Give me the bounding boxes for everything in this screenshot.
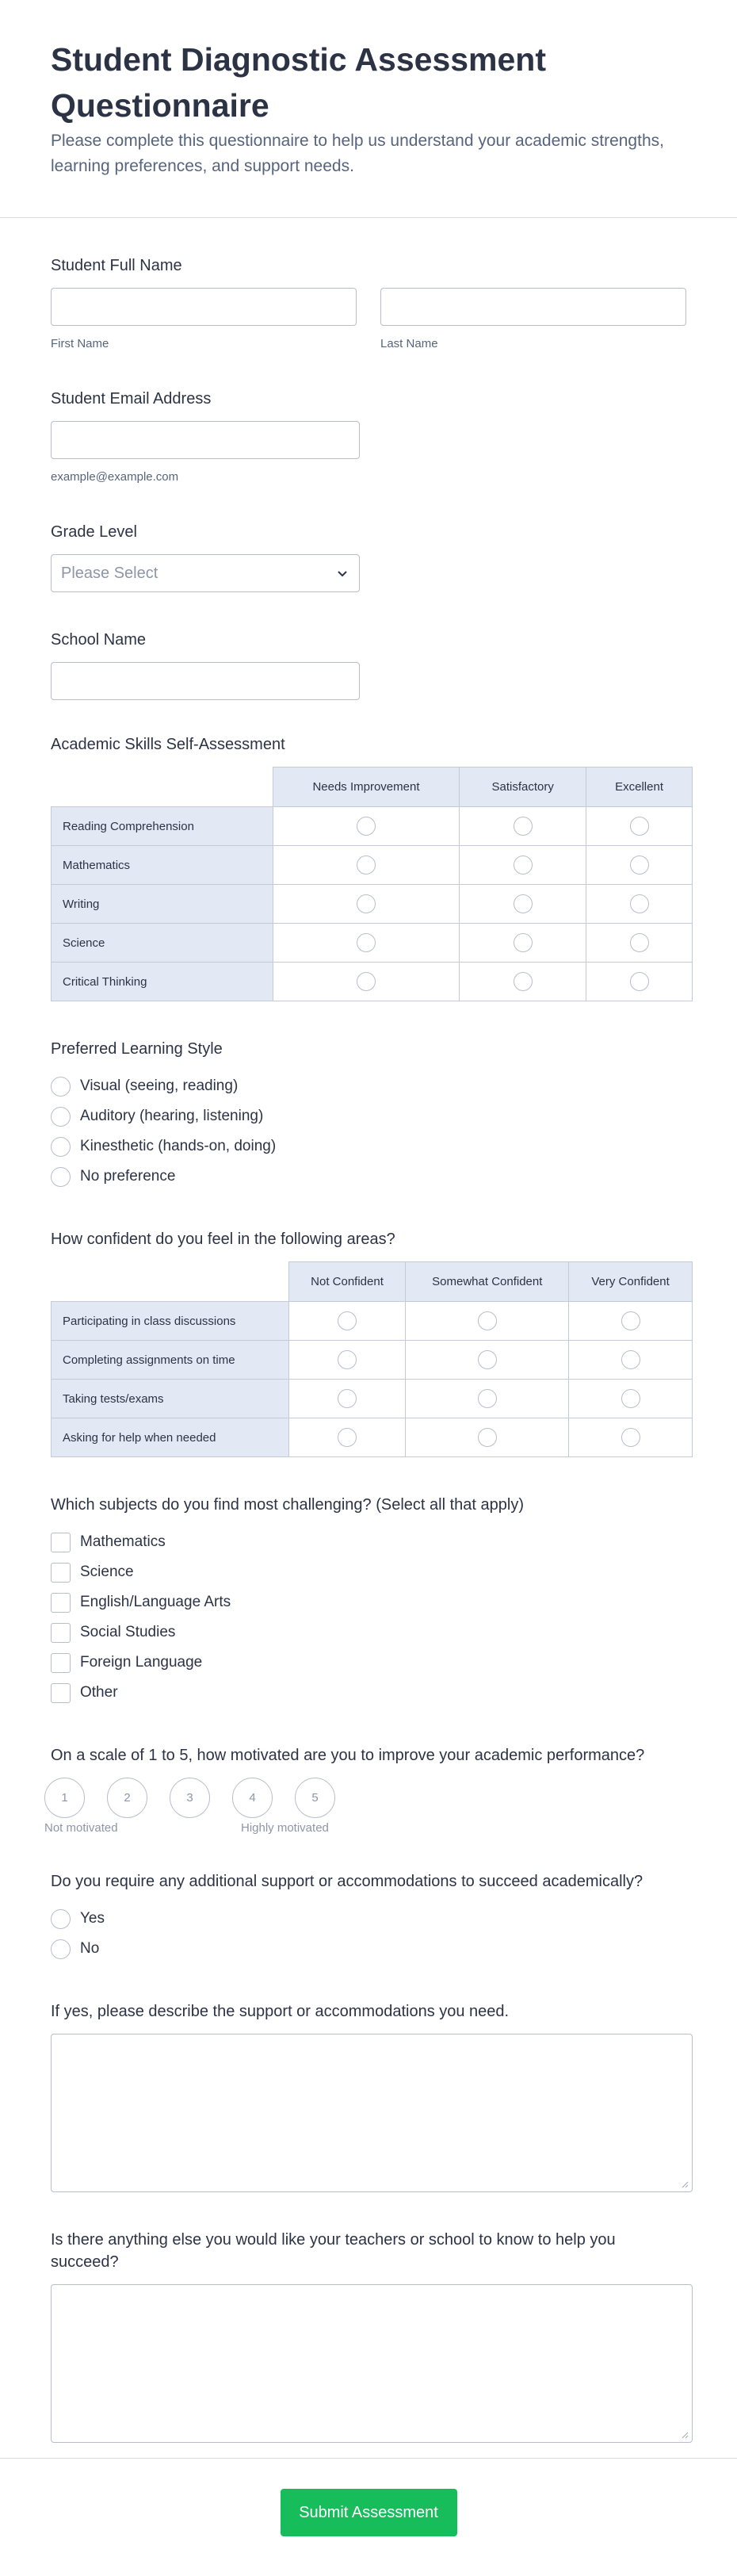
option-label: Social Studies [80, 1624, 176, 1640]
support-details-label: If yes, please describe the support or accommodations you need. [51, 2003, 510, 2020]
matrix-radio[interactable] [514, 855, 533, 875]
email-label: Student Email Address [51, 390, 212, 408]
learning-style-label: Preferred Learning Style [51, 1040, 223, 1058]
subject-option[interactable] [51, 1587, 686, 1617]
matrix-radio[interactable] [630, 817, 649, 836]
matrix-radio[interactable] [338, 1350, 357, 1369]
matrix-row-label: Asking for help when needed [52, 1418, 289, 1457]
checkbox[interactable] [51, 1683, 71, 1703]
subject-option[interactable] [51, 1527, 686, 1557]
skills-matrix-label: Academic Skills Self-Assessment [51, 736, 285, 753]
form-footer [0, 2458, 737, 2576]
skills-matrix-field [51, 733, 686, 1001]
option-label: Mathematics [80, 1533, 166, 1550]
student-name-field [51, 255, 686, 351]
matrix-column-header: Very Confident [569, 1262, 693, 1302]
matrix-row [52, 846, 693, 885]
learning-style-option[interactable] [51, 1131, 686, 1162]
matrix-row [52, 1302, 693, 1341]
scale-low-label: Not motivated [44, 1821, 118, 1835]
scale-high-label: Highly motivated [241, 1821, 329, 1835]
radio-button[interactable] [51, 1909, 71, 1929]
subject-option[interactable] [51, 1557, 686, 1587]
matrix-radio[interactable] [338, 1311, 357, 1330]
radio-button[interactable] [51, 1077, 71, 1097]
matrix-row-label: Participating in class discussions [52, 1302, 289, 1341]
matrix-radio[interactable] [514, 817, 533, 836]
email-sublabel: example@example.com [51, 470, 179, 484]
matrix-radio[interactable] [338, 1428, 357, 1447]
radio-button[interactable] [51, 1107, 71, 1127]
matrix-row [52, 1380, 693, 1418]
last-name-sublabel: Last Name [380, 337, 438, 350]
matrix-radio[interactable] [621, 1311, 640, 1330]
subject-option[interactable] [51, 1648, 686, 1678]
matrix-radio[interactable] [357, 855, 376, 875]
grade-field [51, 521, 686, 592]
scale-option-5[interactable]: 5 [295, 1778, 335, 1818]
matrix-row [52, 924, 693, 963]
matrix-radio[interactable] [357, 894, 376, 913]
matrix-radio[interactable] [514, 894, 533, 913]
option-label: Kinesthetic (hands-on, doing) [80, 1138, 277, 1154]
support-details-field [51, 2000, 686, 2192]
motivation-label: On a scale of 1 to 5, how motivated are you to improve your academic performance? [51, 1747, 645, 1764]
school-label: School Name [51, 631, 147, 649]
option-label: Foreign Language [80, 1654, 203, 1671]
subjects-field [51, 1494, 686, 1708]
option-label: Auditory (hearing, listening) [80, 1108, 264, 1124]
confidence-matrix [51, 1261, 693, 1457]
first-name-input[interactable] [51, 288, 357, 326]
matrix-row [52, 1341, 693, 1380]
form-header [0, 0, 737, 218]
matrix-radio[interactable] [630, 972, 649, 991]
matrix-radio[interactable] [357, 972, 376, 991]
matrix-corner [52, 1262, 289, 1302]
radio-button[interactable] [51, 1167, 71, 1187]
school-input[interactable] [51, 662, 360, 700]
learning-style-field [51, 1038, 686, 1192]
additional-textarea[interactable] [51, 2284, 693, 2443]
matrix-row-label: Reading Comprehension [52, 807, 273, 846]
email-field [51, 388, 686, 484]
school-field [51, 629, 686, 700]
submit-button[interactable]: Submit Assessment [281, 2489, 457, 2536]
support-option[interactable] [51, 1904, 686, 1934]
matrix-radio[interactable] [514, 972, 533, 991]
matrix-row-label: Writing [52, 885, 273, 924]
additional-label: Is there anything else you would like your teachers or school to know to help you succeed? [51, 2231, 616, 2271]
support-label: Do you require any additional support or accommodations to succeed academically? [51, 1873, 643, 1890]
last-name-input[interactable] [380, 288, 686, 326]
subject-option[interactable] [51, 1617, 686, 1648]
matrix-radio[interactable] [621, 1350, 640, 1369]
checkbox[interactable] [51, 1533, 71, 1552]
matrix-column-header: Satisfactory [460, 767, 586, 807]
matrix-radio[interactable] [478, 1350, 497, 1369]
grade-select[interactable] [51, 554, 360, 592]
form-subtitle: Please complete this questionnaire to help us understand your academic strengths, learning preferences, and support needs. [51, 132, 664, 175]
checkbox[interactable] [51, 1653, 71, 1673]
radio-button[interactable] [51, 1137, 71, 1157]
resize-grip-icon[interactable] [681, 2180, 689, 2188]
matrix-column-header: Excellent [586, 767, 693, 807]
resize-grip-icon[interactable] [681, 2431, 689, 2439]
learning-style-option[interactable] [51, 1101, 686, 1131]
matrix-row-label: Mathematics [52, 846, 273, 885]
option-label: Other [80, 1684, 118, 1701]
matrix-column-header: Somewhat Confident [406, 1262, 569, 1302]
matrix-radio[interactable] [478, 1389, 497, 1408]
option-label: Yes [80, 1910, 105, 1927]
matrix-row-label: Completing assignments on time [52, 1341, 289, 1380]
checkbox[interactable] [51, 1563, 71, 1583]
matrix-column-header: Needs Improvement [273, 767, 460, 807]
form-content [0, 255, 737, 2443]
scale-option-2[interactable]: 2 [107, 1778, 147, 1818]
option-label: No [80, 1940, 100, 1957]
option-label: No preference [80, 1168, 176, 1185]
option-label: Visual (seeing, reading) [80, 1077, 239, 1094]
matrix-row [52, 963, 693, 1001]
subject-option[interactable] [51, 1678, 686, 1708]
learning-style-option[interactable] [51, 1071, 686, 1101]
subjects-label: Which subjects do you find most challenging? (Select all that apply) [51, 1496, 524, 1514]
matrix-radio[interactable] [630, 894, 649, 913]
matrix-radio[interactable] [514, 933, 533, 952]
matrix-radio[interactable] [621, 1389, 640, 1408]
motivation-field [44, 1744, 686, 1837]
matrix-row-label: Critical Thinking [52, 963, 273, 1001]
matrix-radio[interactable] [630, 933, 649, 952]
radio-button[interactable] [51, 1939, 71, 1959]
matrix-row-label: Taking tests/exams [52, 1380, 289, 1418]
matrix-row [52, 1418, 693, 1457]
scale-option-3[interactable]: 3 [170, 1778, 210, 1818]
matrix-radio[interactable] [478, 1311, 497, 1330]
motivation-scale [44, 1778, 686, 1818]
email-input[interactable] [51, 421, 360, 459]
student-name-label: Student Full Name [51, 257, 182, 274]
checkbox[interactable] [51, 1623, 71, 1643]
grade-label: Grade Level [51, 523, 137, 541]
scale-option-4[interactable]: 4 [232, 1778, 273, 1818]
matrix-row [52, 885, 693, 924]
grade-placeholder: Please Select [61, 564, 158, 582]
matrix-column-header: Not Confident [288, 1262, 406, 1302]
additional-field [51, 2229, 686, 2443]
matrix-corner [52, 767, 273, 807]
matrix-radio[interactable] [338, 1389, 357, 1408]
matrix-radio[interactable] [357, 817, 376, 836]
skills-matrix [51, 767, 693, 1001]
confidence-matrix-field [51, 1228, 686, 1457]
support-field [51, 1870, 686, 1964]
matrix-radio[interactable] [621, 1428, 640, 1447]
support-details-textarea[interactable] [51, 2034, 693, 2192]
option-label: English/Language Arts [80, 1594, 231, 1610]
chevron-down-icon [335, 566, 349, 580]
scale-option-1[interactable]: 1 [44, 1778, 85, 1818]
option-label: Science [80, 1564, 134, 1580]
matrix-row [52, 807, 693, 846]
first-name-sublabel: First Name [51, 337, 109, 350]
checkbox[interactable] [51, 1593, 71, 1613]
form-title: Student Diagnostic Assessment Questionnaire [51, 41, 547, 124]
confidence-matrix-label: How confident do you feel in the following areas? [51, 1231, 395, 1248]
matrix-row-label: Science [52, 924, 273, 963]
matrix-radio[interactable] [478, 1428, 497, 1447]
learning-style-option[interactable] [51, 1162, 686, 1192]
support-option[interactable] [51, 1934, 686, 1964]
matrix-radio[interactable] [357, 933, 376, 952]
matrix-radio[interactable] [630, 855, 649, 875]
